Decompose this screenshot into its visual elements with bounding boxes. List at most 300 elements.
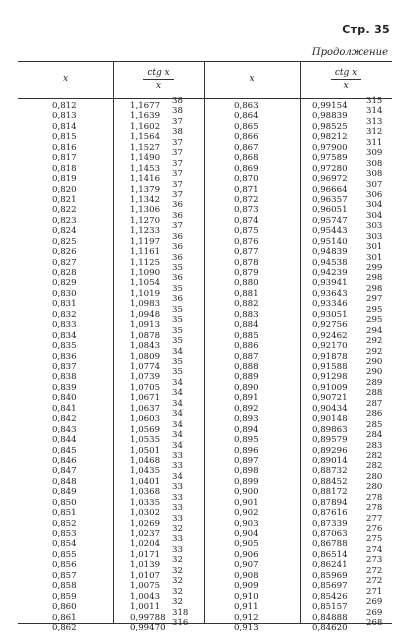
- ctg-value-left: 1,1306: [130, 205, 161, 216]
- difference-left: 36: [172, 273, 183, 284]
- header-ctg-right-denominator: x: [343, 81, 349, 91]
- x-value-left: 0,840: [52, 393, 77, 404]
- x-value-right: 0,911: [234, 602, 259, 613]
- ctg-value-right: 0,93346: [312, 299, 348, 310]
- difference-right: 304: [366, 200, 383, 211]
- ctg-value-left: 1,1453: [130, 163, 161, 174]
- difference-left: 34: [172, 419, 183, 430]
- page-number: Стр. 35: [342, 23, 390, 36]
- ctg-value-left: 1,0739: [130, 372, 161, 383]
- x-value-right: 0,863: [234, 101, 259, 111]
- x-value-right: 0,870: [234, 174, 259, 185]
- x-value-right: 0,905: [234, 539, 259, 550]
- difference-left: 36: [172, 294, 183, 305]
- ctg-value-left: 1,0637: [130, 403, 161, 414]
- difference-left: 35: [172, 263, 183, 274]
- x-value-right: 0,891: [234, 393, 259, 404]
- difference-left: 37: [172, 179, 183, 190]
- difference-left: 34: [172, 471, 183, 482]
- ctg-value-right: 0,95140: [312, 236, 348, 247]
- x-value-left: 0,855: [52, 549, 77, 560]
- ctg-value-right: 0,92756: [312, 320, 348, 331]
- difference-right: 285: [366, 419, 383, 430]
- difference-left: 34: [172, 430, 183, 441]
- ctg-value-right: 0,94538: [312, 257, 348, 268]
- difference-left: 32: [172, 565, 183, 576]
- difference-left: 32: [172, 586, 183, 597]
- x-value-right: 0,912: [234, 612, 259, 623]
- x-value-right: 0,866: [234, 132, 259, 143]
- continued-label: Продолжение: [311, 47, 388, 58]
- difference-right: 273: [366, 555, 383, 566]
- header-x-right: x: [249, 74, 255, 84]
- ctg-value-left: 1,0774: [130, 362, 161, 372]
- ctg-value-right: 0,96664: [312, 184, 348, 195]
- ctg-value-left: 1,0843: [130, 341, 161, 352]
- ctg-value-right: 0,91878: [312, 351, 348, 362]
- ctg-value-right: 0,86788: [312, 539, 348, 550]
- difference-right: 298: [366, 283, 383, 294]
- difference-left: 316: [172, 618, 189, 628]
- x-value-right: 0,895: [234, 435, 259, 446]
- x-value-right: 0,882: [234, 299, 259, 310]
- ctg-value-right: 0,96051: [312, 205, 348, 216]
- difference-right: 299: [366, 263, 383, 274]
- x-value-right: 0,879: [234, 268, 259, 279]
- x-value-right: 0,889: [234, 372, 259, 383]
- x-value-left: 0,823: [52, 215, 77, 226]
- ctg-value-left: 1,0913: [130, 320, 161, 331]
- difference-left: 33: [172, 503, 183, 514]
- ctg-value-right: 0,85969: [312, 570, 348, 581]
- difference-left: 34: [172, 346, 183, 357]
- difference-right: 280: [366, 471, 383, 482]
- x-value-right: 0,909: [234, 581, 259, 592]
- x-value-left: 0,860: [52, 602, 77, 613]
- difference-left: 33: [172, 482, 183, 493]
- difference-right: 301: [366, 252, 383, 263]
- ctg-value-left: 1,1379: [130, 184, 161, 195]
- x-value-left: 0,844: [52, 435, 77, 446]
- ctg-value-left: 1,0878: [130, 330, 161, 341]
- x-value-left: 0,837: [52, 362, 77, 372]
- ctg-value-right: 0,99154: [312, 101, 348, 111]
- difference-left: 35: [172, 336, 183, 347]
- ctg-value-left: 1,1527: [130, 142, 161, 153]
- difference-right: 286: [366, 409, 383, 420]
- x-value-right: 0,864: [234, 111, 259, 122]
- difference-right: 274: [366, 544, 383, 555]
- x-value-left: 0,826: [52, 247, 77, 258]
- x-value-left: 0,829: [52, 278, 77, 289]
- x-value-left: 0,828: [52, 268, 77, 279]
- x-value-right: 0,892: [234, 403, 259, 414]
- x-value-right: 0,888: [234, 362, 259, 372]
- ctg-value-left: 1,0043: [130, 591, 161, 602]
- x-value-left: 0,812: [52, 101, 77, 111]
- col-divider-2: [204, 61, 205, 624]
- ctg-value-left: 1,0501: [130, 445, 161, 456]
- difference-left: 38: [172, 127, 183, 138]
- x-value-left: 0,843: [52, 424, 77, 435]
- difference-left: 36: [172, 231, 183, 242]
- difference-right: 292: [366, 346, 383, 357]
- x-value-right: 0,875: [234, 226, 259, 237]
- header-ctg-right-numerator: ctg x: [331, 67, 361, 80]
- difference-left: 36: [172, 200, 183, 211]
- difference-right: 269: [366, 597, 383, 608]
- ctg-value-right: 0,84888: [312, 612, 348, 623]
- ctg-value-left: 1,1270: [130, 215, 161, 226]
- x-value-left: 0,845: [52, 445, 77, 456]
- difference-left: 35: [172, 304, 183, 315]
- header-ctg-left-numerator: ctg x: [143, 67, 173, 80]
- x-value-right: 0,873: [234, 205, 259, 216]
- x-value-right: 0,898: [234, 466, 259, 477]
- difference-left: 35: [172, 357, 183, 367]
- table-header-rule: [18, 98, 392, 99]
- x-value-left: 0,846: [52, 455, 77, 466]
- col-divider-3: [300, 61, 301, 624]
- difference-right: 295: [366, 315, 383, 326]
- ctg-value-left: 1,1019: [130, 288, 161, 299]
- difference-left: 34: [172, 377, 183, 388]
- difference-left: 33: [172, 513, 183, 524]
- ctg-value-left: 1,0139: [130, 560, 161, 571]
- difference-right: 298: [366, 273, 383, 284]
- x-value-right: 0,869: [234, 163, 259, 174]
- difference-left: 37: [172, 189, 183, 200]
- ctg-table: [18, 61, 392, 633]
- x-value-left: 0,830: [52, 288, 77, 299]
- difference-left: 37: [172, 116, 183, 127]
- ctg-value-left: 1,1233: [130, 226, 161, 237]
- x-value-right: 0,890: [234, 382, 259, 393]
- x-value-left: 0,814: [52, 121, 77, 132]
- difference-right: 306: [366, 189, 383, 200]
- difference-right: 313: [366, 116, 383, 127]
- x-value-left: 0,820: [52, 184, 77, 195]
- x-value-left: 0,819: [52, 174, 77, 185]
- ctg-value-right: 0,89296: [312, 445, 348, 456]
- ctg-value-right: 0,86241: [312, 560, 348, 571]
- ctg-value-left: 0,99470: [130, 623, 166, 633]
- header-x-left: x: [62, 74, 69, 84]
- x-value-left: 0,834: [52, 330, 77, 341]
- ctg-value-right: 0,87894: [312, 497, 348, 508]
- ctg-value-left: 1,0075: [130, 581, 161, 592]
- ctg-value-right: 0,86514: [312, 549, 348, 560]
- difference-left: 35: [172, 283, 183, 294]
- difference-left: 33: [172, 450, 183, 461]
- ctg-value-right: 0,97280: [312, 163, 348, 174]
- ctg-value-right: 0,93643: [312, 288, 348, 299]
- difference-right: 303: [366, 231, 383, 242]
- ctg-value-right: 0,95443: [312, 226, 348, 237]
- x-value-right: 0,881: [234, 288, 259, 299]
- difference-right: 315: [366, 96, 383, 106]
- ctg-value-right: 0,89579: [312, 435, 348, 446]
- x-value-right: 0,876: [234, 236, 259, 247]
- ctg-value-right: 0,97900: [312, 142, 348, 153]
- x-value-right: 0,868: [234, 153, 259, 164]
- difference-right: 294: [366, 325, 383, 336]
- header-ctg-left-denominator: x: [155, 81, 162, 91]
- difference-left: 32: [172, 555, 183, 566]
- difference-right: 290: [366, 367, 383, 378]
- x-value-left: 0,824: [52, 226, 77, 237]
- x-value-left: 0,861: [52, 612, 77, 623]
- difference-left: 34: [172, 409, 183, 420]
- difference-right: 278: [366, 492, 383, 503]
- difference-left: 37: [172, 169, 183, 180]
- difference-left: 38: [172, 96, 183, 106]
- difference-right: 308: [366, 169, 383, 180]
- ctg-value-left: 1,1054: [130, 278, 161, 289]
- x-value-left: 0,816: [52, 142, 77, 153]
- difference-left: 35: [172, 315, 183, 326]
- x-value-right: 0,897: [234, 455, 259, 466]
- difference-right: 276: [366, 524, 383, 535]
- difference-right: 314: [366, 106, 383, 117]
- header-ctg-right: [300, 67, 392, 92]
- ctg-value-left: 1,0204: [130, 539, 161, 550]
- difference-right: 271: [366, 586, 383, 597]
- x-value-right: 0,910: [234, 591, 259, 602]
- x-value-right: 0,893: [234, 414, 259, 425]
- x-value-left: 0,838: [52, 372, 77, 383]
- difference-right: 312: [366, 127, 383, 138]
- ctg-value-right: 0,96972: [312, 174, 348, 185]
- x-value-right: 0,913: [234, 623, 259, 633]
- x-value-left: 0,813: [52, 111, 77, 122]
- difference-right: 287: [366, 398, 383, 409]
- ctg-value-left: 1,0335: [130, 497, 161, 508]
- ctg-value-right: 0,89014: [312, 455, 348, 466]
- ctg-value-right: 0,92170: [312, 341, 348, 352]
- ctg-value-right: 0,90434: [312, 403, 348, 414]
- x-value-left: 0,815: [52, 132, 77, 143]
- ctg-value-right: 0,87616: [312, 508, 348, 519]
- x-value-left: 0,857: [52, 570, 77, 581]
- x-value-left: 0,825: [52, 236, 77, 247]
- difference-right: 282: [366, 450, 383, 461]
- x-value-left: 0,859: [52, 591, 77, 602]
- ctg-value-left: 0,99788: [130, 612, 166, 623]
- ctg-value-left: 1,0671: [130, 393, 161, 404]
- x-value-right: 0,902: [234, 508, 259, 519]
- ctg-value-right: 0,98525: [312, 121, 348, 132]
- difference-left: 36: [172, 210, 183, 221]
- ctg-value-left: 1,1161: [130, 247, 161, 258]
- ctg-value-left: 1,0569: [130, 424, 161, 435]
- difference-right: 292: [366, 336, 383, 347]
- ctg-value-left: 1,0368: [130, 487, 161, 498]
- difference-right: 280: [366, 482, 383, 493]
- x-value-right: 0,887: [234, 351, 259, 362]
- difference-right: 311: [366, 137, 383, 148]
- x-value-right: 0,884: [234, 320, 259, 331]
- ctg-value-right: 0,88172: [312, 487, 348, 498]
- x-value-left: 0,862: [52, 623, 77, 633]
- difference-right: 303: [366, 221, 383, 232]
- ctg-value-left: 1,0171: [130, 549, 161, 560]
- difference-right: 301: [366, 242, 383, 253]
- x-value-left: 0,827: [52, 257, 77, 268]
- ctg-value-right: 0,91298: [312, 372, 348, 383]
- x-value-left: 0,856: [52, 560, 77, 571]
- x-value-right: 0,867: [234, 142, 259, 153]
- x-value-left: 0,853: [52, 529, 77, 540]
- ctg-value-right: 0,92462: [312, 330, 348, 341]
- ctg-value-left: 1,0983: [130, 299, 161, 310]
- difference-left: 36: [172, 242, 183, 253]
- x-value-left: 0,852: [52, 518, 77, 529]
- x-value-left: 0,849: [52, 487, 77, 498]
- ctg-value-left: 1,0237: [130, 529, 161, 540]
- ctg-value-left: 1,0269: [130, 518, 161, 529]
- difference-left: 32: [172, 597, 183, 608]
- ctg-value-left: 1,0011: [130, 602, 161, 613]
- ctg-value-right: 0,84620: [312, 623, 348, 633]
- ctg-value-right: 0,87339: [312, 518, 348, 529]
- ctg-value-left: 1,0948: [130, 309, 161, 320]
- difference-right: 307: [366, 179, 383, 190]
- x-value-right: 0,871: [234, 184, 259, 195]
- ctg-value-left: 1,0302: [130, 508, 161, 519]
- difference-left: 35: [172, 367, 183, 378]
- difference-left: 34: [172, 440, 183, 451]
- ctg-value-right: 0,90721: [312, 393, 348, 404]
- x-value-right: 0,894: [234, 424, 259, 435]
- ctg-value-right: 0,95747: [312, 215, 348, 226]
- ctg-value-right: 0,88452: [312, 476, 348, 487]
- ctg-value-left: 1,0468: [130, 455, 161, 466]
- x-value-right: 0,907: [234, 560, 259, 571]
- ctg-value-left: 1,0401: [130, 476, 161, 487]
- difference-right: 289: [366, 377, 383, 388]
- ctg-value-right: 0,94239: [312, 268, 348, 279]
- difference-left: 34: [172, 398, 183, 409]
- ctg-value-left: 1,0107: [130, 570, 161, 581]
- x-value-right: 0,896: [234, 445, 259, 456]
- difference-right: 283: [366, 440, 383, 451]
- difference-right: 275: [366, 534, 383, 545]
- difference-right: 268: [366, 618, 383, 628]
- x-value-left: 0,841: [52, 403, 77, 414]
- ctg-value-right: 0,97589: [312, 153, 348, 164]
- x-value-right: 0,865: [234, 121, 259, 132]
- difference-left: 38: [172, 106, 183, 117]
- difference-left: 33: [172, 461, 183, 472]
- difference-left: 318: [172, 607, 189, 618]
- ctg-value-right: 0,91009: [312, 382, 348, 393]
- ctg-value-right: 0,85697: [312, 581, 348, 592]
- difference-right: 308: [366, 158, 383, 169]
- difference-left: 37: [172, 148, 183, 159]
- x-value-left: 0,821: [52, 194, 77, 205]
- x-value-right: 0,906: [234, 549, 259, 560]
- difference-left: 32: [172, 576, 183, 587]
- difference-right: 272: [366, 565, 383, 576]
- x-value-right: 0,872: [234, 194, 259, 205]
- difference-right: 309: [366, 148, 383, 159]
- x-value-left: 0,847: [52, 466, 77, 477]
- ctg-value-left: 1,1197: [130, 236, 161, 247]
- x-value-left: 0,818: [52, 163, 77, 174]
- ctg-value-right: 0,94839: [312, 247, 348, 258]
- difference-left: 37: [172, 158, 183, 169]
- x-value-left: 0,833: [52, 320, 77, 331]
- x-value-right: 0,885: [234, 330, 259, 341]
- difference-left: 35: [172, 325, 183, 336]
- x-value-right: 0,908: [234, 570, 259, 581]
- x-value-right: 0,878: [234, 257, 259, 268]
- ctg-value-right: 0,85426: [312, 591, 348, 602]
- x-value-left: 0,848: [52, 476, 77, 487]
- x-value-right: 0,877: [234, 247, 259, 258]
- difference-left: 33: [172, 492, 183, 503]
- header-ctg-left: [113, 67, 204, 92]
- ctg-value-right: 0,89863: [312, 424, 348, 435]
- ctg-value-left: 1,0705: [130, 382, 161, 393]
- difference-right: 278: [366, 503, 383, 514]
- x-value-left: 0,822: [52, 205, 77, 216]
- x-value-left: 0,835: [52, 341, 77, 352]
- ctg-value-left: 1,1639: [130, 111, 161, 122]
- difference-left: 36: [172, 252, 183, 263]
- table-top-rule: [18, 61, 392, 62]
- ctg-value-left: 1,0603: [130, 414, 161, 425]
- difference-right: 304: [366, 210, 383, 221]
- difference-right: 284: [366, 430, 383, 441]
- x-value-right: 0,874: [234, 215, 259, 226]
- ctg-value-left: 1,1602: [130, 121, 161, 132]
- difference-left: 33: [172, 544, 183, 555]
- ctg-value-right: 0,98212: [312, 132, 348, 143]
- difference-right: 295: [366, 304, 383, 315]
- ctg-value-left: 1,1490: [130, 153, 161, 164]
- x-value-left: 0,836: [52, 351, 77, 362]
- ctg-value-left: 1,1416: [130, 174, 161, 185]
- x-value-left: 0,850: [52, 497, 77, 508]
- x-value-right: 0,901: [234, 497, 259, 508]
- ctg-value-left: 1,0535: [130, 435, 161, 446]
- difference-right: 282: [366, 461, 383, 472]
- ctg-value-left: 1,1564: [130, 132, 161, 143]
- difference-right: 277: [366, 513, 383, 524]
- ctg-value-left: 1,1677: [130, 101, 161, 111]
- x-value-left: 0,832: [52, 309, 77, 320]
- ctg-value-left: 1,1125: [130, 257, 161, 268]
- x-value-left: 0,851: [52, 508, 77, 519]
- ctg-value-left: 1,0435: [130, 466, 161, 477]
- ctg-value-right: 0,85157: [312, 602, 348, 613]
- difference-right: 297: [366, 294, 383, 305]
- ctg-value-left: 1,0809: [130, 351, 161, 362]
- x-value-left: 0,831: [52, 299, 77, 310]
- difference-left: 33: [172, 534, 183, 545]
- difference-left: 37: [172, 221, 183, 232]
- ctg-value-right: 0,98839: [312, 111, 348, 122]
- ctg-value-right: 0,93941: [312, 278, 348, 289]
- x-value-left: 0,817: [52, 153, 77, 164]
- difference-right: 269: [366, 607, 383, 618]
- x-value-left: 0,858: [52, 581, 77, 592]
- x-value-right: 0,904: [234, 529, 259, 540]
- ctg-value-left: 1,1090: [130, 268, 161, 279]
- x-value-left: 0,854: [52, 539, 77, 550]
